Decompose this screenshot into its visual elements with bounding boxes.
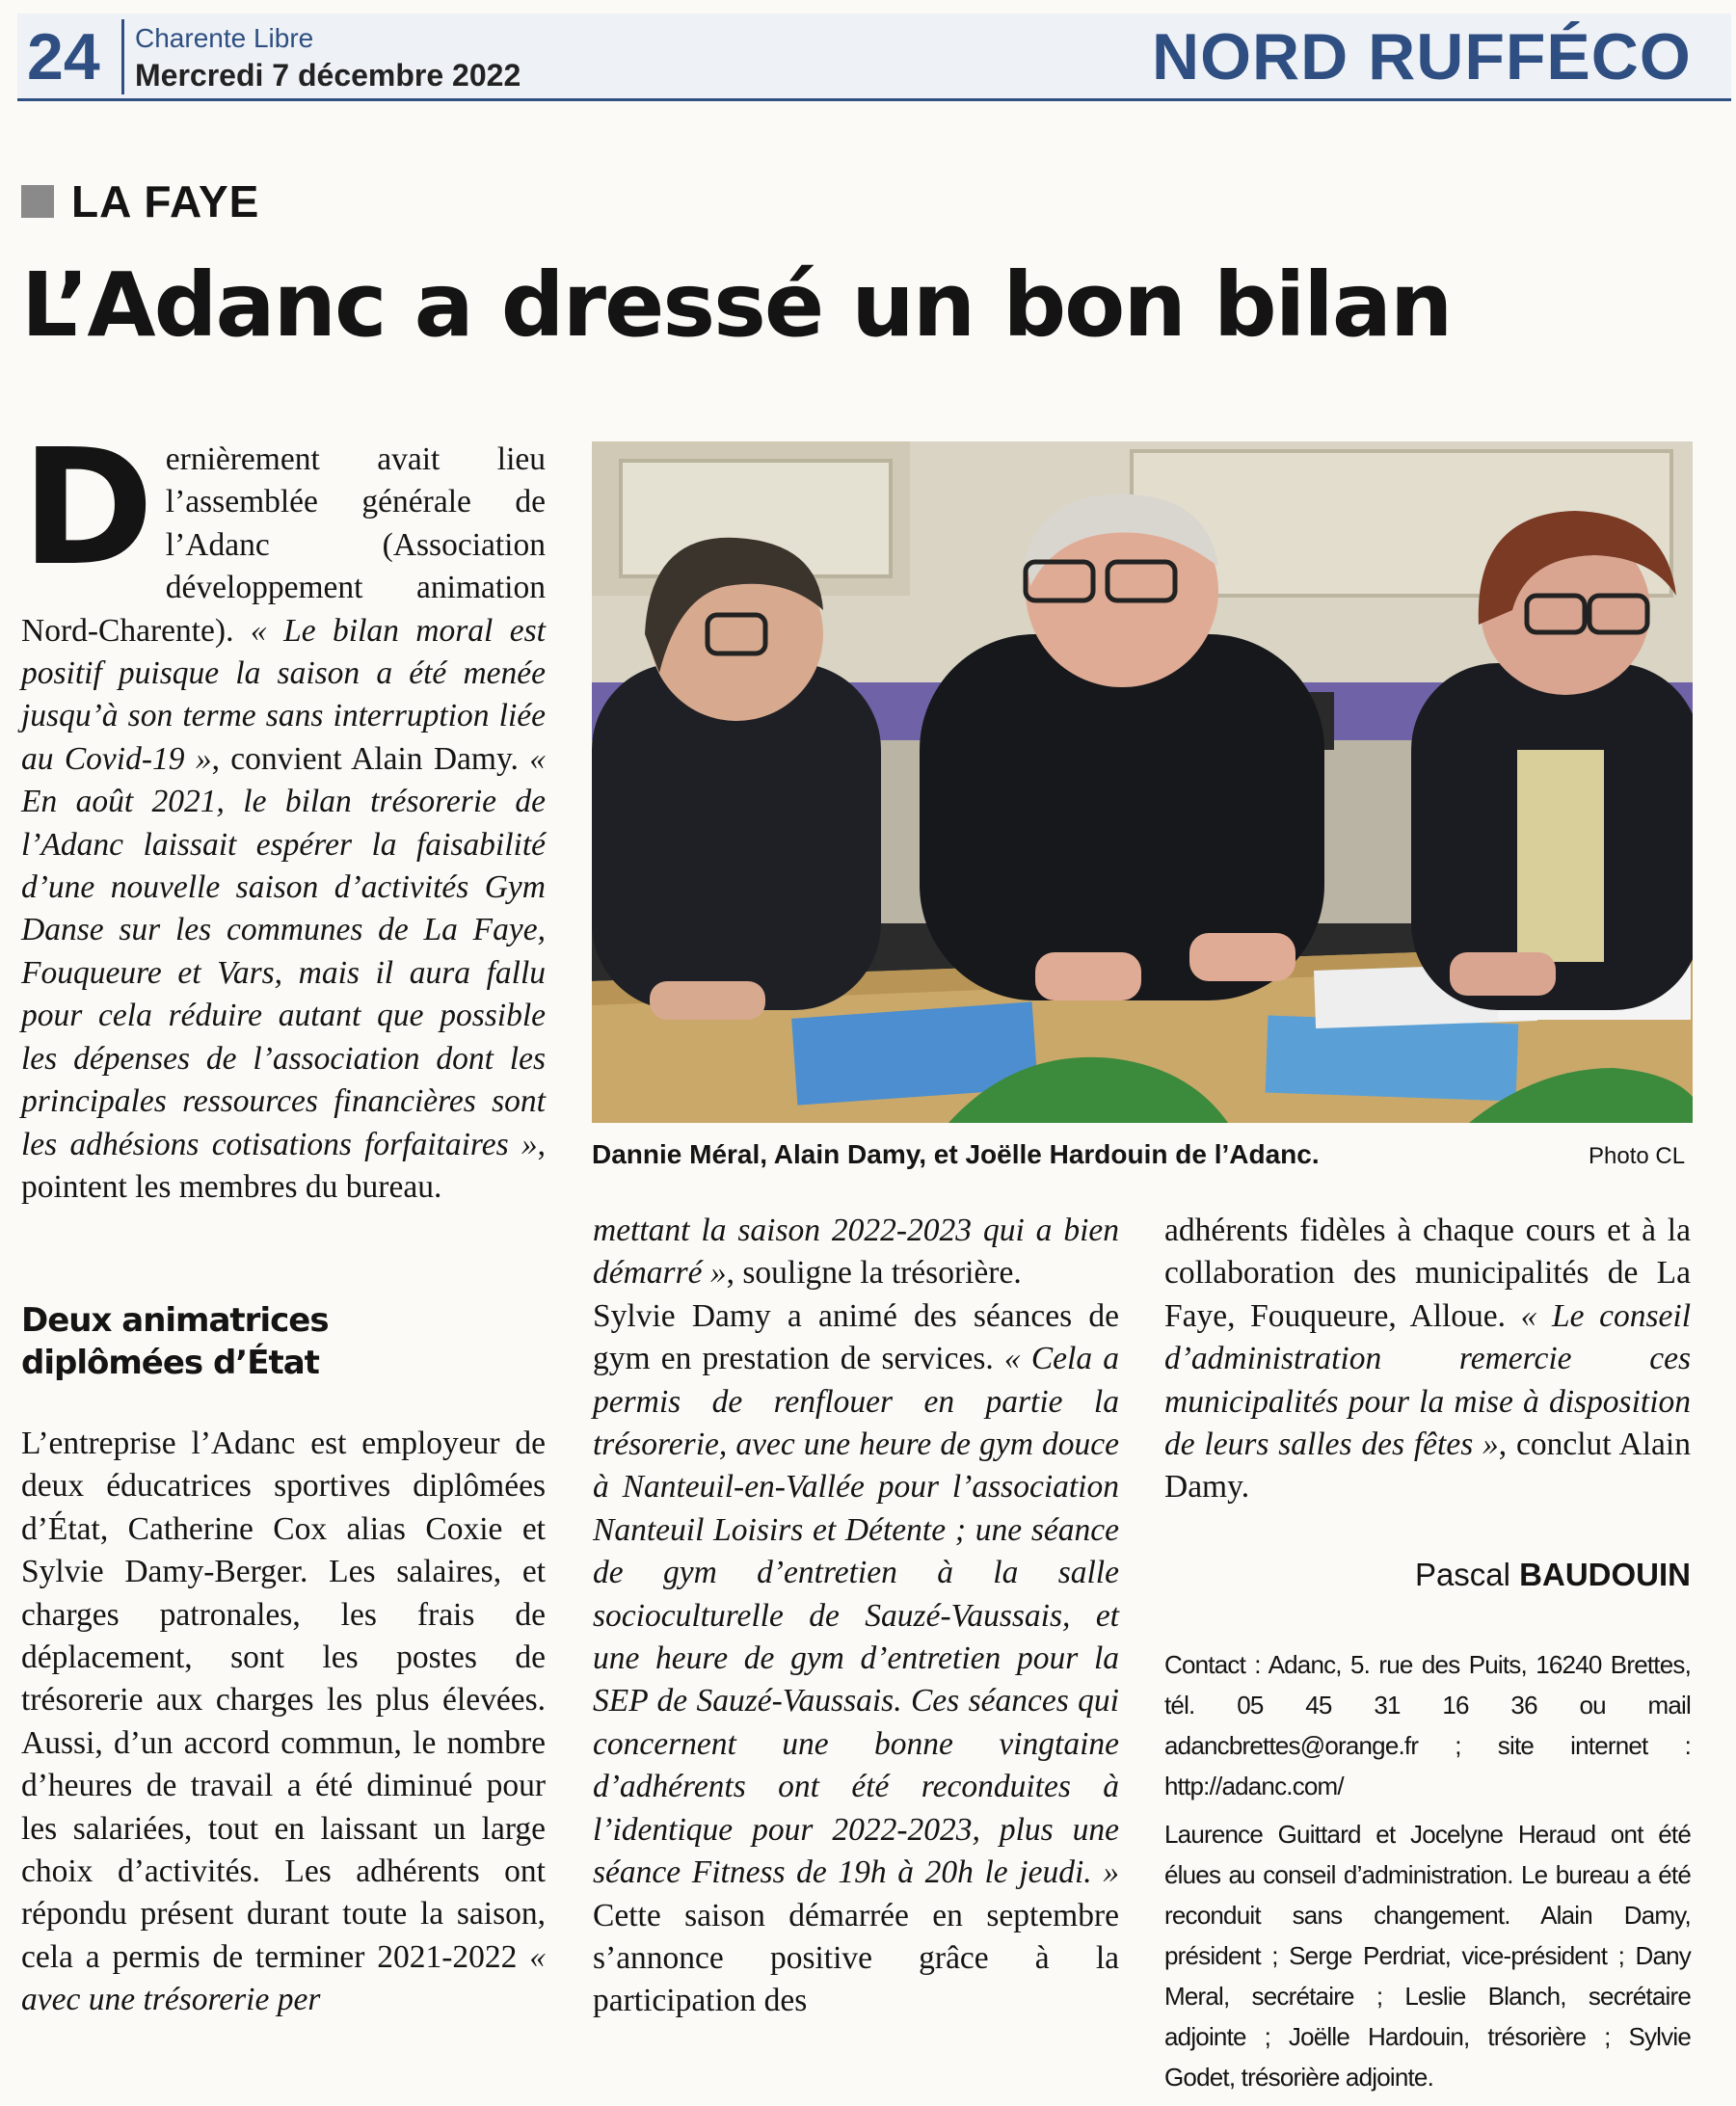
column-1b-text: L’entreprise l’Adanc est employeur de deux éducatrices sportives diplômées d’État, Catherine Cox alias Coxie et Sylvie Damy-Berger. Les salaires, et charges patronales, les frais de déplacement, sont les postes de trésorerie aux charges les plus élevées. Aussi, d’un accord commun, le nombre d’heures de travail a été diminué pour les salariées, tout en laissant un large choix d’activités. Les adhérents ont répondu présent durant toute la saison, cela a permis de terminer 2021-2022 bbox=[21, 1426, 546, 1975]
article-column-2 bbox=[593, 1210, 1119, 2023]
page-number: 24 bbox=[27, 20, 100, 93]
photo-credit: Photo CL bbox=[1589, 1143, 1686, 1169]
article-lead bbox=[21, 415, 546, 1209]
lead-text: ernièrement avait lieu l’assemblée générale de l’Adanc (Association développement animation Nord-Charente). bbox=[21, 441, 546, 649]
quote-treasury: « En août 2021, le bilan trésorerie de l’Adanc laissait espérer la faisabilité d’une nouvelle saison d’activités Gym Danse sur les communes de La Faye, Fouqueure et Vars, mais il aura fallu pour cela réduire autant que possible les dépenses de l’association dont les principales ressources financières sont les adhésions cotisations forfaitaires » bbox=[21, 740, 546, 1162]
article-column-3 bbox=[1164, 1210, 1691, 1509]
drop-cap: D bbox=[21, 415, 154, 601]
masthead-separator bbox=[121, 19, 124, 94]
column-2-attribution: , souligne la trésorière. bbox=[726, 1255, 1022, 1292]
lead-closing: , pointent les membres du bureau. bbox=[21, 1126, 546, 1205]
section-title: NORD RUFFÉCO bbox=[1152, 20, 1692, 93]
newspaper-name: Charente Libre bbox=[135, 23, 314, 53]
author-last-name: BAUDOUIN bbox=[1519, 1557, 1691, 1592]
issue-date: Mercredi 7 décembre 2022 bbox=[135, 58, 521, 93]
column-2-closing: Cette saison démarrée en septembre s’annonce positive grâce à la participation des bbox=[593, 1897, 1119, 2019]
author-first-name: Pascal bbox=[1414, 1557, 1510, 1592]
column-2-quote: « Cela a permis de renflouer en partie la trésorerie, avec une heure de gym douce à Nanteuil-en-Vallée pour l’association Nanteuil Loisirs et Détente ; une séance de gym d’entretien à la salle socioculturelle de Sauzé-Vaussais, et une heure de gym d’entretien pour la SEP de Sauzé-Vaussais. Ces séances qui concernent une bonne vingtaine d’adhérents ont été reconduites à l’identique pour 2022-2023, plus une séance Fitness de 19h à 20h le jeudi. » bbox=[593, 1341, 1119, 1891]
article-subhead: Deux animatrices diplômées d’État bbox=[21, 1301, 329, 1382]
column-1b-quote: « avec une trésorerie per bbox=[21, 1938, 546, 2018]
article-photo bbox=[592, 441, 1693, 1123]
kicker-square-icon bbox=[21, 185, 54, 218]
masthead-rule bbox=[17, 98, 1731, 101]
column-3-closing: , conclut Alain Damy. bbox=[1164, 1426, 1691, 1506]
photo-caption: Dannie Méral, Alain Damy, et Joëlle Hardouin de l’Adanc. bbox=[592, 1139, 1320, 1169]
author-byline bbox=[1166, 1557, 1691, 1593]
article-column-1b bbox=[21, 1423, 546, 2022]
column-3-text: adhérents fidèles à chaque cours et à la collaboration des municipalités de La Faye, Fouqueure, Alloue. bbox=[1164, 1213, 1691, 1334]
contact-info: Contact : Adanc, 5. rue des Puits, 16240 Brettes, tél. 05 45 31 16 36 ou mail adancbrettes@orange.fr ; site internet : http://adanc.com/ bbox=[1164, 1650, 1691, 1800]
column-3-quote: « Le conseil d’administration remercie ces municipalités pour la mise à disposition de leurs salles des fêtes » bbox=[1164, 1297, 1691, 1463]
board-info: Laurence Guittard et Jocelyne Heraud ont été élues au conseil d’administration. Le bureau a été reconduit sans changement. Alain Damy, président ; Serge Perdriat, vice-président ; Dany Meral, secrétaire ; Leslie Blanch, secrétaire adjointe ; Joëlle Hardouin, trésorière ; Sylvie Godet, trésorière adjointe. bbox=[1164, 1820, 1691, 2092]
column-2-lead: Sylvie Damy a animé des séances de gym en prestation de services. bbox=[593, 1297, 1119, 1377]
quote-moral: « Le bilan moral est positif puisque la saison a été menée jusqu’à son terme sans interruption liée au Covid-19 » bbox=[21, 612, 546, 777]
article-kicker: LA FAYE bbox=[71, 176, 260, 227]
photo-illustration bbox=[592, 441, 1693, 1123]
column-2-quote-continued: mettant la saison 2022-2023 qui a bien démarré » bbox=[593, 1213, 1119, 1292]
lead-attribution: , convient Alain Damy. bbox=[211, 740, 530, 777]
article-headline: L’Adanc a dressé un bon bilan bbox=[21, 253, 1452, 357]
